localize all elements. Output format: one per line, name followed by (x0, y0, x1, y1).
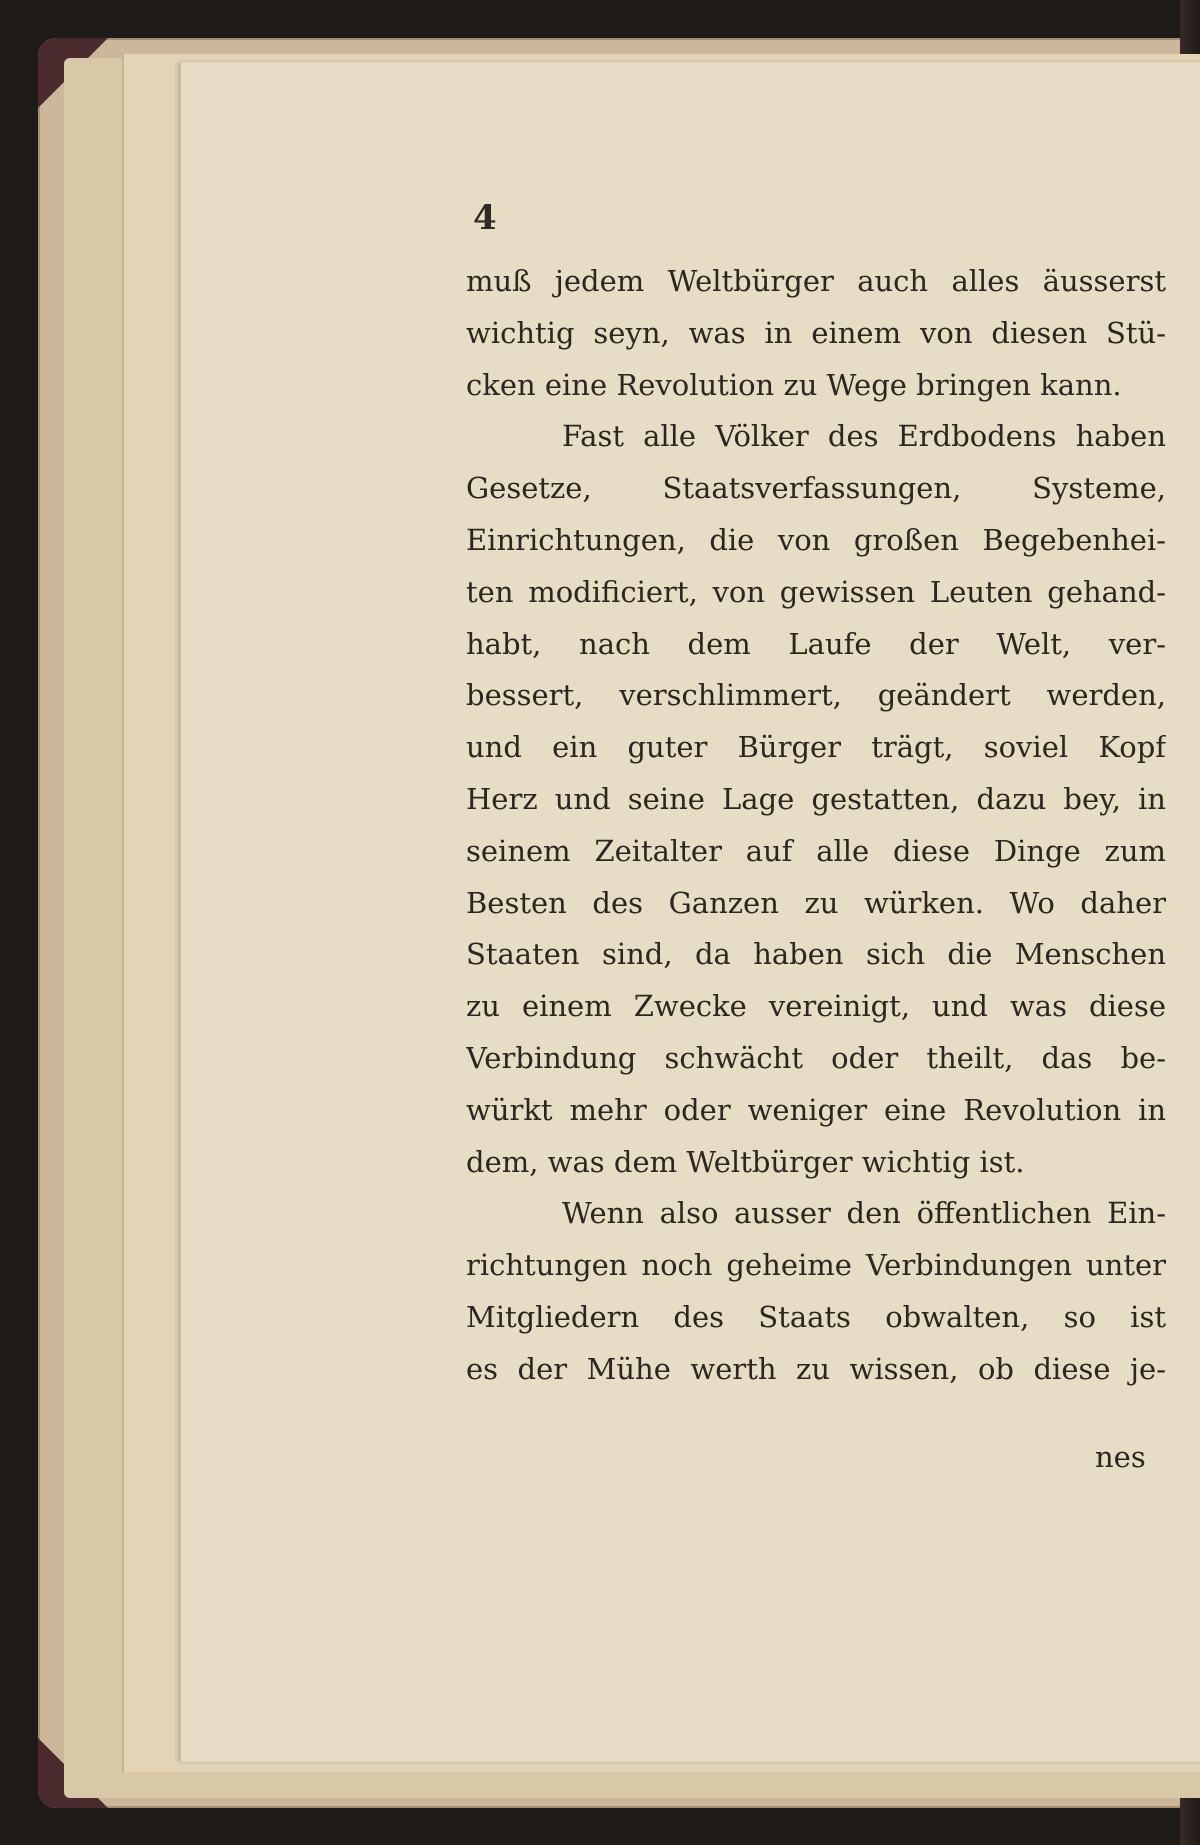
text-line: Verbindung schwächt oder theilt, das be- (466, 1040, 1166, 1075)
text-line: Gesetze, Staatsverfassungen, Systeme, (466, 471, 1166, 506)
text-line: zu einem Zwecke vereinigt, und was diese (466, 989, 1166, 1024)
text-block (466, 256, 1166, 1396)
text-line: richtungen noch geheime Verbindungen unter (466, 1248, 1166, 1283)
text-line: dem, was dem Weltbürger wichtig ist. (466, 1144, 1025, 1179)
text-line: Mitgliedern des Staats obwalten, so ist (466, 1299, 1166, 1334)
text-line: Staaten sind, da haben sich die Menschen (466, 937, 1166, 972)
text-line: bessert, verschlimmert, geändert werden, (466, 678, 1166, 713)
text-line: Fast alle Völker des Erdbodens haben (562, 419, 1166, 454)
text-line: muß jedem Weltbürger auch alles äusserst (466, 264, 1166, 298)
text-line: ten modificiert, von gewissen Leuten gehand- (466, 574, 1166, 609)
text-line: Besten des Ganzen zu würken. Wo daher (466, 885, 1166, 920)
text-line: cken eine Revolution zu Wege bringen kann. (466, 367, 1122, 402)
text-line: Wenn also ausser den öffentlichen Ein- (562, 1196, 1166, 1231)
catchword: nes (1095, 1440, 1146, 1474)
text-line: Herz und seine Lage gestatten, dazu bey, in (466, 781, 1166, 816)
text-line: wichtig seyn, was in einem von diesen Stü- (466, 315, 1166, 350)
text-line: und ein guter Bürger trägt, soviel Kopf (466, 730, 1166, 765)
page-number: 4 (473, 198, 497, 238)
text-line: Einrichtungen, die von großen Begebenhei- (466, 522, 1166, 557)
text-line: habt, nach dem Laufe der Welt, ver- (466, 626, 1166, 661)
text-line: seinem Zeitalter auf alle diese Dinge zum (466, 833, 1166, 868)
text-line: es der Mühe werth zu wissen, ob diese je- (466, 1351, 1166, 1386)
text-line: würkt mehr oder weniger eine Revolution in (466, 1092, 1166, 1127)
